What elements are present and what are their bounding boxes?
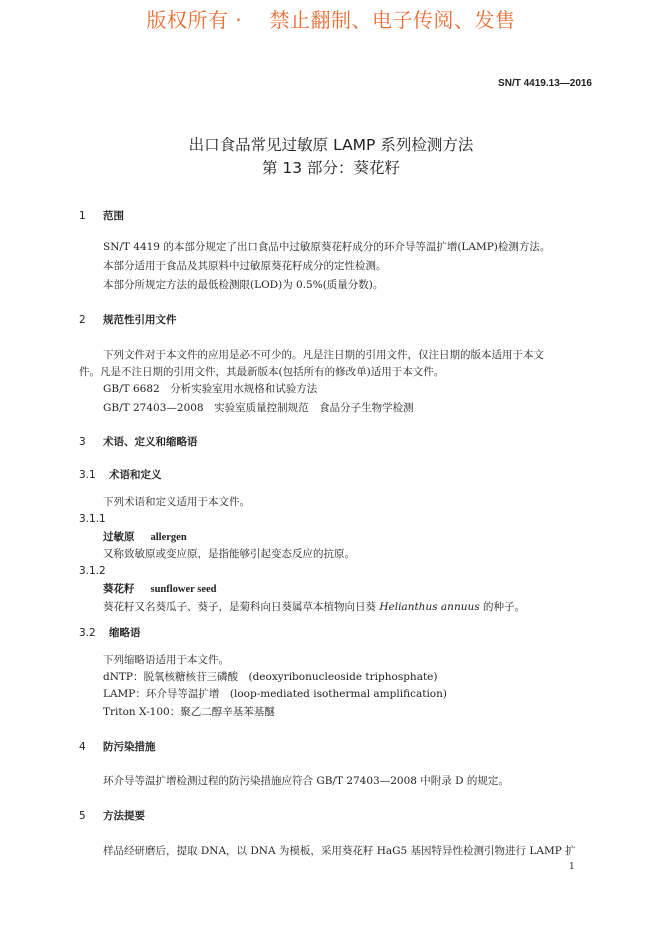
page-number: 1	[569, 862, 575, 872]
s2-paragraph-1b: 件。凡是不注日期的引用文件，其最新版本(包括所有的修改单)适用于本文件。	[79, 366, 445, 378]
reference-gbt-6682: GB/T 6682 分析实验室用水规格和试验方法	[103, 383, 318, 395]
term-en: allergen	[150, 532, 187, 543]
s32-paragraph: 下列缩略语适用于本文件。	[103, 654, 229, 666]
section-3-1-2-number: 3.1.2	[79, 565, 106, 577]
document-subtitle: 第 13 部分：葵花籽	[261, 159, 401, 177]
copyright-banner: 版权所有 · 禁止翻制、电子传阅、发售	[146, 8, 516, 32]
s5-paragraph: 样品经研磨后，提取 DNA，以 DNA 为模板，采用葵花籽 HaG5 基因特异性检测引物进行 LAMP 扩	[103, 845, 576, 857]
s1-paragraph-3: 本部分所规定方法的最低检测限(LOD)为 0.5%(质量分数)。	[103, 279, 384, 291]
term-zh: 过敏原	[103, 531, 135, 543]
section-title: 缩略语	[109, 627, 141, 639]
sunflower-seed-definition	[103, 599, 525, 614]
standard-number: SN/T 4419.13—2016	[498, 78, 592, 89]
section-4-heading	[79, 739, 156, 754]
section-title: 方法提要	[103, 810, 145, 822]
abbr-lamp: LAMP：环介导等温扩增 (loop-mediated isothermal amplification)	[103, 688, 447, 700]
section-title: 范围	[103, 210, 124, 222]
term-en: sunflower seed	[150, 584, 217, 595]
latin-name: Helianthus annuus	[379, 601, 480, 613]
section-1-heading	[79, 208, 124, 223]
reference-gbt-27403: GB/T 27403—2008 实验室质量控制规范 食品分子生物学检测	[103, 402, 414, 414]
s1-paragraph-1: SN/T 4419 的本部分规定了出口食品中过敏原葵花籽成分的环介导等温扩增(LAMP)检测方法。	[103, 241, 551, 253]
section-2-heading	[79, 312, 177, 327]
section-number: 3.2	[79, 627, 96, 639]
section-number: 5	[79, 810, 86, 822]
s4-paragraph: 环介导等温扩增检测过程的防污染措施应符合 GB/T 27403—2008 中附录 D 的规定。	[103, 775, 509, 787]
section-3-2-heading	[79, 625, 141, 640]
s31-paragraph: 下列术语和定义适用于本文件。	[103, 496, 250, 508]
section-number: 1	[79, 210, 86, 222]
section-title: 术语和定义	[109, 469, 162, 481]
s1-paragraph-2: 本部分适用于食品及其原料中过敏原葵花籽成分的定性检测。	[103, 260, 387, 272]
section-number: 4	[79, 741, 86, 753]
section-title: 术语、定义和缩略语	[103, 436, 198, 448]
definition-text-end: 的种子。	[479, 601, 525, 613]
section-number: 2	[79, 314, 86, 326]
abbr-dntp: dNTP：脱氧核糖核苷三磷酸 (deoxyribonucleoside triphosphate)	[103, 671, 438, 683]
document-title: 出口食品常见过敏原 LAMP 系列检测方法	[188, 136, 474, 154]
section-3-1-heading	[79, 467, 162, 482]
section-5-heading	[79, 808, 145, 823]
section-number: 3	[79, 436, 86, 448]
s2-paragraph-1a: 下列文件对于本文件的应用是必不可少的。凡是注日期的引用文件，仅注日期的版本适用于本文	[103, 349, 544, 361]
term-sunflower-seed	[103, 581, 217, 596]
term-allergen	[103, 529, 187, 544]
section-title: 防污染措施	[103, 741, 156, 753]
definition-text: 葵花籽又名葵瓜子、葵子，是菊科向日葵属草本植物向日葵	[103, 601, 380, 613]
section-3-heading	[79, 434, 198, 449]
allergen-definition: 又称致敏原或变应原，是指能够引起变态反应的抗原。	[103, 548, 355, 560]
section-title: 规范性引用文件	[103, 314, 177, 326]
abbr-triton: Triton X-100：聚乙二醇辛基苯基醚	[103, 706, 275, 718]
term-zh: 葵花籽	[103, 583, 135, 595]
section-number: 3.1	[79, 469, 96, 481]
section-3-1-1-number: 3.1.1	[79, 513, 106, 525]
